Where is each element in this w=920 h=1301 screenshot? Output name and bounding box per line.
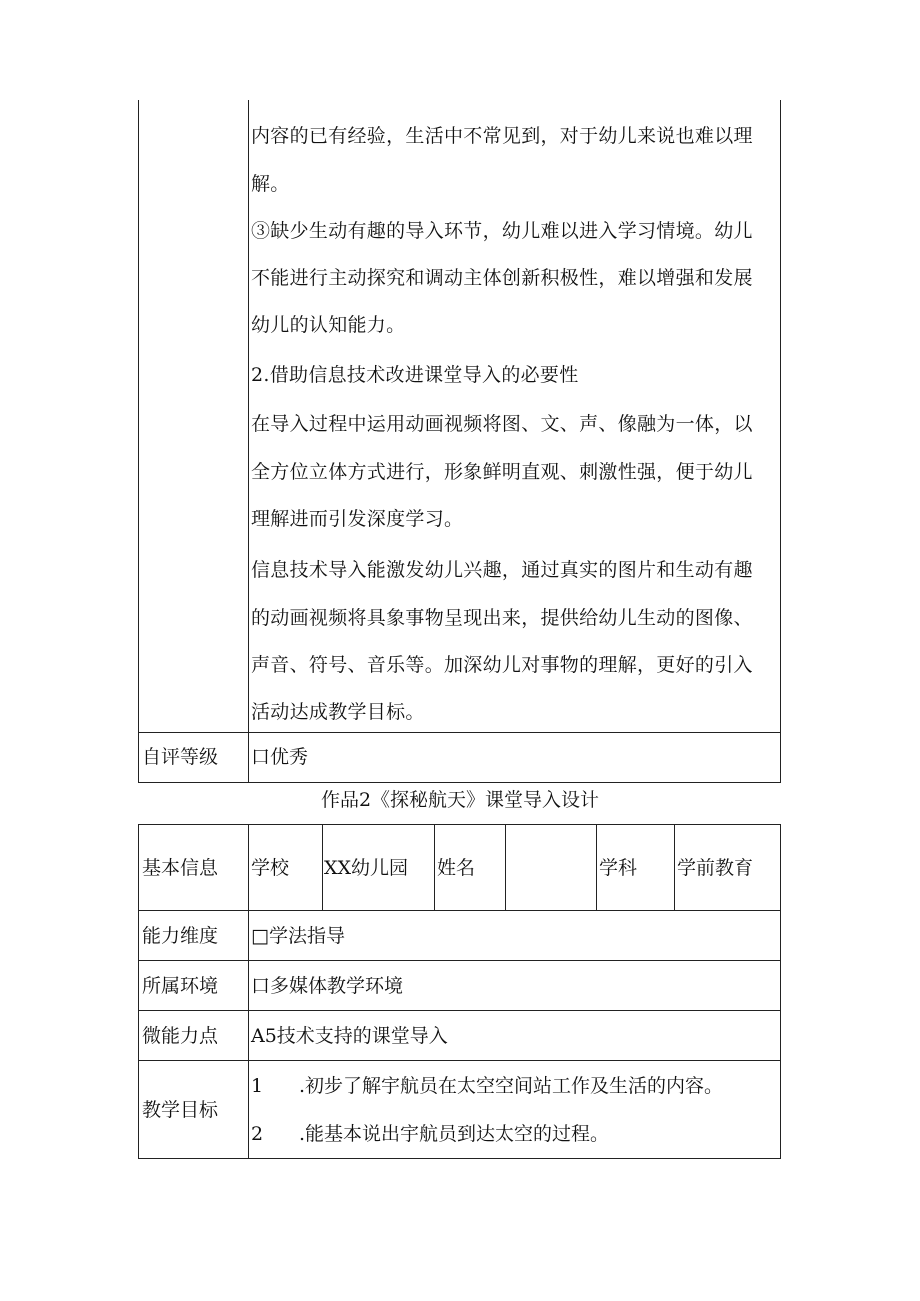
top-table-right-border [780,100,781,783]
info-table-row-divider-2 [138,960,781,961]
body-line-10: 信息技术导入能激发幼儿兴趣，通过真实的图片和生动有趣 [251,559,753,581]
top-table-bottom-border [138,782,781,783]
micro-skill-value: A5技术支持的课堂导入 [251,1025,448,1047]
top-table-mid-border [248,100,249,783]
body-line-9: 理解进而引发深度学习。 [251,508,464,530]
info-table-label-divider [248,824,249,1159]
info-row-divider-b [434,824,435,910]
top-table-left-border [138,100,139,783]
info-table-bottom-border [138,1158,781,1159]
basic-info-label: 基本信息 [142,857,219,879]
section-heading: 2.借助信息技术改进课堂导入的必要性 [251,364,579,386]
body-line-4: 不能进行主动探究和调动主体创新积极性，难以增强和发展 [251,267,753,289]
objective-text: .能基本说出宇航员到达太空的过程。 [299,1123,610,1145]
info-row-divider-a [322,824,323,910]
subject-label: 学科 [599,857,638,879]
info-table-top-border [138,824,781,825]
school-label: 学校 [251,857,290,879]
objective-number: 2 [251,1123,264,1145]
body-line-8: 全方位立体方式进行，形象鲜明直观、刺激性强，便于幼儿 [251,461,753,483]
body-line-13: 活动达成教学目标。 [251,701,425,723]
body-line-5: 幼儿的认知能力。 [251,314,406,336]
micro-skill-label: 微能力点 [142,1025,219,1047]
info-row-divider-c [505,824,506,910]
info-table-right-border [780,824,781,1159]
work-caption: 作品2《探秘航天》课堂导入设计 [320,789,600,811]
school-value: XX幼儿园 [324,857,409,879]
body-line-3: ③缺少生动有趣的导入环节，幼儿难以进入学习情境。幼儿 [251,220,753,242]
ability-value: □学法指导 [251,925,345,947]
info-table-left-border [138,824,139,1159]
body-line-11: 的动画视频将具象事物呈现出来，提供给幼儿生动的图像、 [251,607,753,629]
info-table-row-divider-3 [138,1010,781,1011]
subject-value: 学前教育 [677,857,754,879]
objectives-label: 教学目标 [142,1099,219,1121]
rating-label: 自评等级 [142,746,219,768]
info-row-divider-e [674,824,675,910]
name-label: 姓名 [437,857,476,879]
objective-text: .初步了解宇航员在太空空间站工作及生活的内容。 [299,1075,724,1097]
ability-label: 能力维度 [142,925,219,947]
info-row-divider-d [596,824,597,910]
body-line-1: 内容的已有经验，生活中不常见到，对于幼儿来说也难以理 [251,125,753,147]
body-line-12: 声音、符号、音乐等。加深幼儿对事物的理解，更好的引入 [251,654,753,676]
environment-label: 所属环境 [142,975,219,997]
environment-value: 口多媒体教学环境 [251,975,404,997]
info-table-row-divider-4 [138,1060,781,1061]
rating-value: 口优秀 [251,746,309,768]
objective-number: 1 [251,1075,264,1097]
top-table-row-divider [138,732,781,733]
info-table-row-divider-1 [138,910,781,911]
body-line-2: 解。 [251,173,290,195]
body-line-7: 在导入过程中运用动画视频将图、文、声、像融为一体，以 [251,413,753,435]
